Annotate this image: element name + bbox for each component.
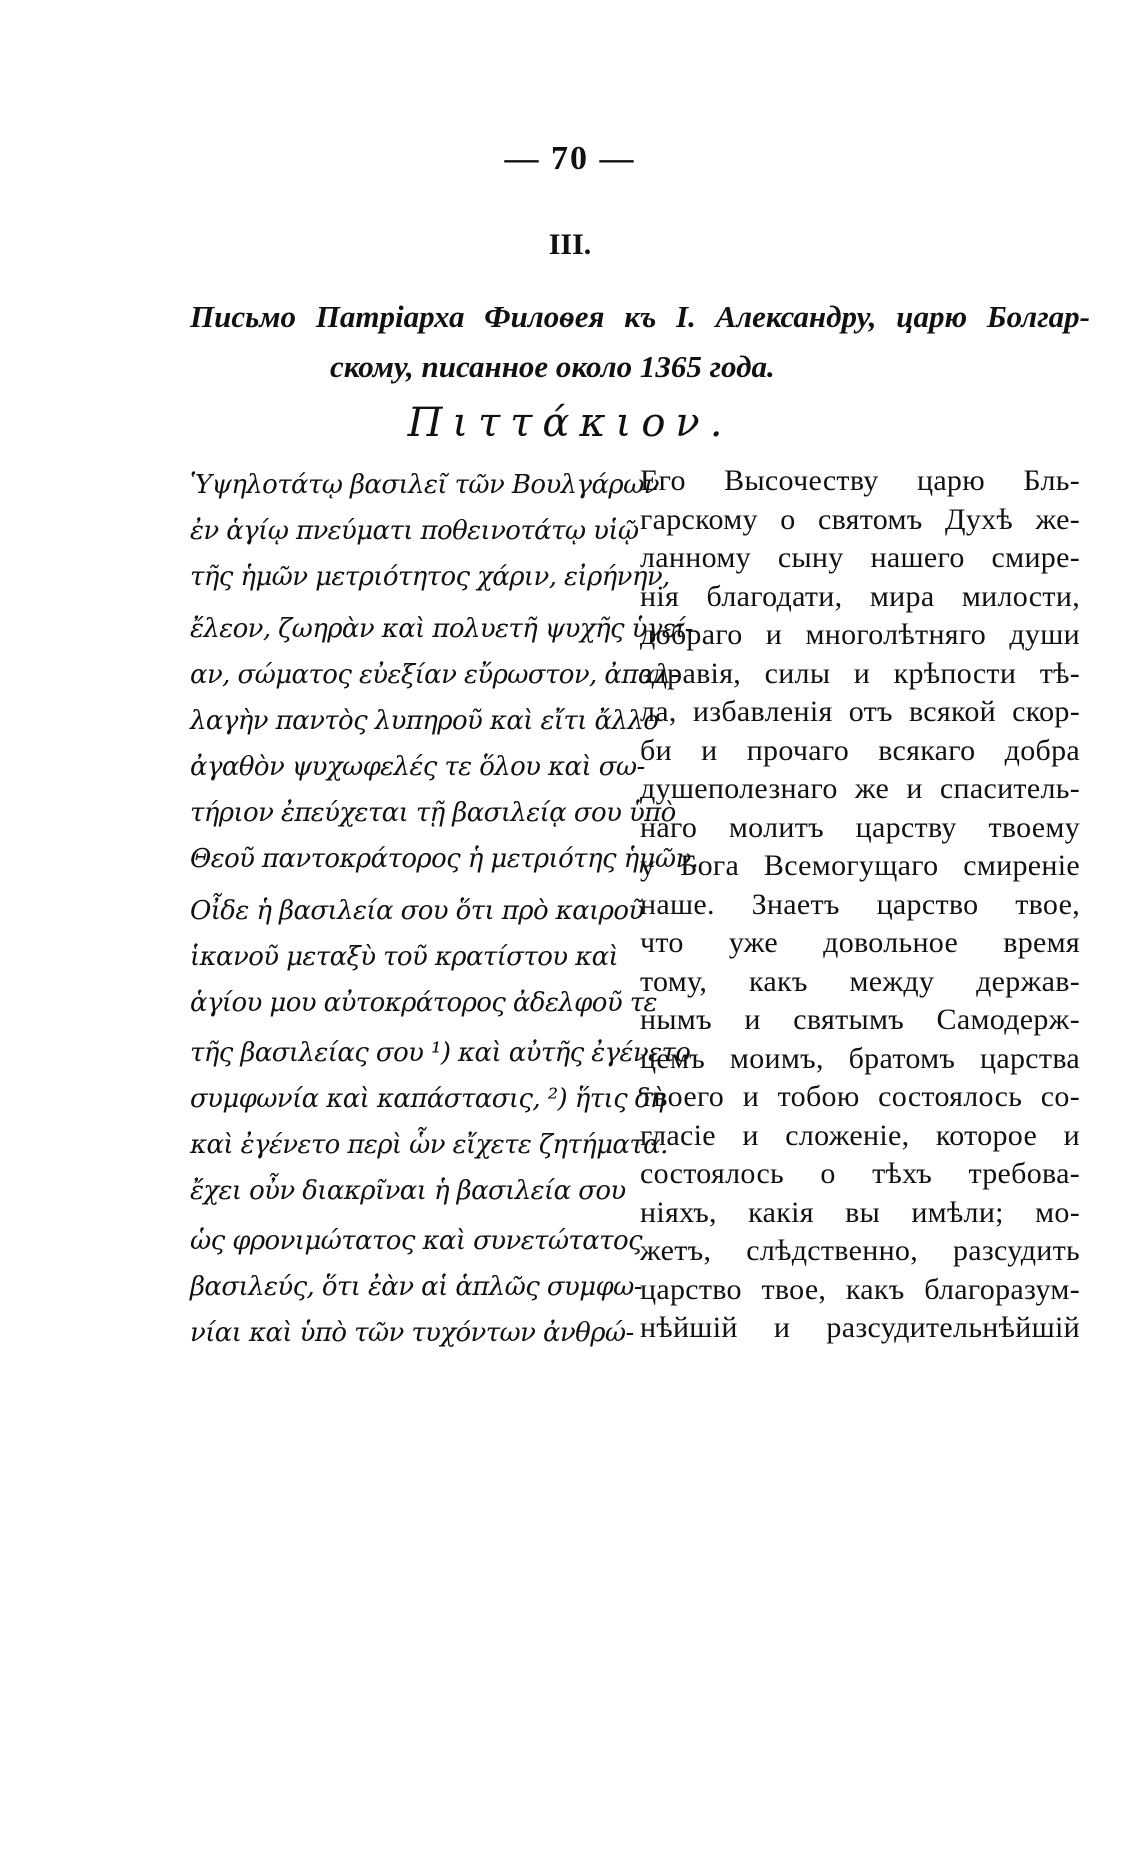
greek-text-line: νίαι καὶ ὑπὸ τῶν τυχόντων ἀνθρώ- (190, 1318, 634, 1348)
russian-text-line: цемъ моимъ, братомъ царства (640, 1041, 1080, 1075)
greek-text-line: Θεοῦ παντοκράτορος ἡ μετριότης ἡμῶν. (190, 844, 699, 874)
section-number: III. (548, 228, 592, 261)
russian-text-line: царство твое, какъ благоразум- (640, 1272, 1080, 1306)
greek-text-line: αν, σώματος εὐεξίαν εὔρωστον, ἀπαλ- (190, 660, 679, 690)
page-number: — 70 — (504, 140, 636, 177)
russian-text-line: наше. Знаетъ царство твое, (640, 887, 1080, 921)
greek-text-line: ἐν ἁγίῳ πνεύματι ποθεινοτάτῳ υἱῷ (190, 516, 639, 546)
greek-text-line: ἀγαθὸν ψυχωφελές τε ὅλου καὶ σω- (190, 752, 645, 782)
russian-text-line: ніяхъ, какія вы имѣли; мо- (640, 1195, 1080, 1229)
greek-text-line: λαγὴν παντὸς λυπηροῦ καὶ εἴτι ἄλλο (190, 706, 659, 736)
russian-text-line: Его Высочеству царю Бль- (640, 464, 1080, 497)
greek-text-line: ἁγίου μου αὐτοκράτορος ἀδελφοῦ τε (190, 988, 657, 1018)
greek-text-line: ὡς φρονιμώτατος καὶ συνετώτατος (190, 1226, 642, 1256)
greek-text-line: ἔλεον, ζωηρὰν καὶ πολυετῆ ψυχῆς ὑγεί- (190, 614, 693, 644)
greek-text-line: τῆς ἡμῶν μετριότητος χάριν, εἰρήνην, (190, 562, 670, 592)
greek-text-line: ἱκανοῦ μεταξὺ τοῦ κρατίστου καὶ (190, 942, 619, 972)
greek-text-line: Ὑψηλοτάτῳ βασιλεῖ τῶν Βουλγάρων (190, 470, 659, 500)
greek-text-line: συμφωνία καὶ καπάστασις, ²) ἥτις δὴ (190, 1084, 665, 1114)
greek-title: Πιττάκιον. (407, 400, 733, 446)
russian-text-line: нымъ и святымъ Самодерж- (640, 1003, 1080, 1036)
letter-heading-line-1: Письмо Патріарха Филоѳея къ I. Александру, царю Болгар- (190, 299, 1090, 334)
russian-text-line: нѣйшій и разсудительнѣйшій (640, 1311, 1080, 1344)
russian-text-line: состоялось о тѣхъ требова- (640, 1157, 1080, 1190)
greek-text-line: Οἶδε ἡ βασιλεία σου ὅτι πρὸ καιροῦ (190, 896, 644, 926)
greek-text-line: τῆς βασιλείας σου ¹) καὶ αὐτῆς ἐγένετο (190, 1038, 691, 1068)
russian-text-line: жетъ, слѣдственно, разсудить (640, 1234, 1080, 1267)
russian-text-line: душеполезнаго же и спаситель- (640, 772, 1080, 805)
russian-text-line: ла, избавленія отъ всякой скор- (640, 695, 1080, 728)
russian-text-line: нія благодати, мира милости, (640, 579, 1080, 613)
greek-text-line: ἔχει οὖν διακρῖναι ἡ βασιλεία σου (190, 1176, 626, 1206)
russian-text-column (640, 462, 1080, 1348)
russian-text-line: би и прочаго всякаго добра (640, 733, 1080, 767)
russian-text-line: у Бога Всемогущаго смиреніе (640, 849, 1080, 882)
russian-text-line: что уже довольное время (640, 926, 1080, 959)
greek-text-line: βασιλεύς, ὅτι ἐὰν αἱ ἁπλῶς συμφω- (190, 1272, 642, 1302)
russian-text-line: тому, какъ между держав- (640, 964, 1080, 998)
russian-text-line: ланному сыну нашего смире- (640, 541, 1080, 574)
russian-text-line: добраго и многолѣтняго души (640, 618, 1080, 651)
greek-text-column (190, 462, 699, 1356)
russian-text-line: наго молитъ царству твоему (640, 810, 1080, 844)
letter-heading-line-2: скому, писанное около 1365 года. (330, 349, 775, 384)
russian-text-line: здравія, силы и крѣпости тѣ- (640, 656, 1080, 690)
russian-text-line: гарскому о святомъ Духѣ же- (640, 502, 1080, 536)
russian-text-line: твоего и тобою состоялось со- (640, 1080, 1080, 1113)
greek-text-line: καὶ ἐγένετο περὶ ὧν εἴχετε ζητήματα. (190, 1130, 668, 1160)
russian-text-line: гласіе и сложеніе, которое и (640, 1118, 1080, 1152)
greek-text-line: τήριον ἐπεύχεται τῇ βασιλείᾳ σου ὑπὸ (190, 798, 676, 828)
